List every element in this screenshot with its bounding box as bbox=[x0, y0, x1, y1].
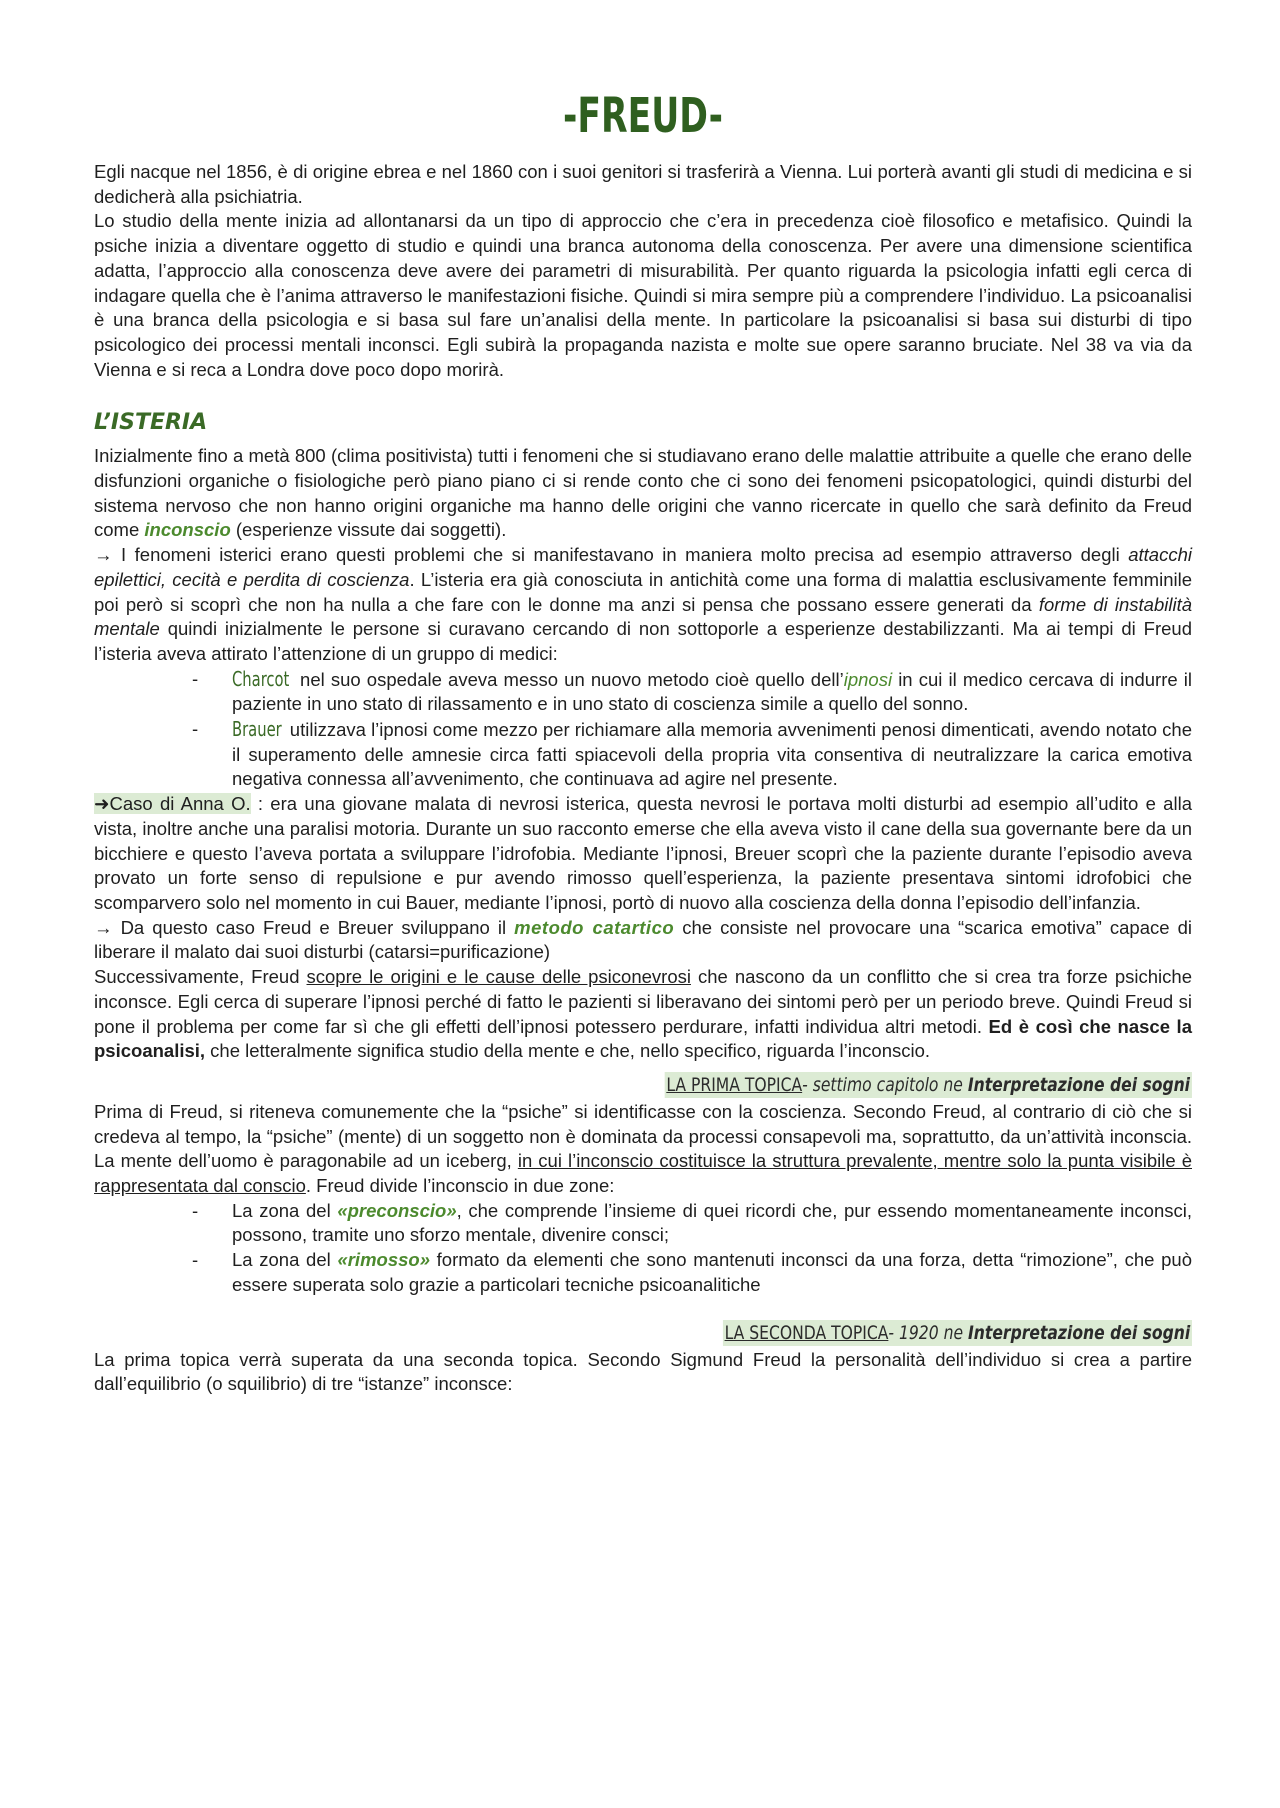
heading-seconda-topica: LA SECONDA TOPICA- 1920 ne Interpretazione dei sogni bbox=[724, 1321, 1191, 1344]
successivamente-paragraph: Successivamente, Freud scopre le origini e le cause delle psiconevrosi che nascono da un conflitto che si crea tra forze psichiche inconsce. Egli cerca di superare l’ipnosi perché di fatto le pazienti si liberavano dei sintomi però per un periodo breve. Quindi Freud si pone il problema per come far sì che gli effetti dell’ipnosi potessero perdurare, infatti individua altri metodi. Ed è così che nasce la psicoanalisi, che letteralmente significa studio della mente e che, nello specifico, riguarda l’inconscio. bbox=[94, 966, 1192, 1062]
isteria-paragraph-1: Inizialmente fino a metà 800 (clima positivista) tutti i fenomeni che si studiavano erano delle malattie attribuite a quelle che erano delle disfunzioni organiche o fisiologiche però piano piano ci si rende conto che ci sono dei fenomeni psicopatologici, quindi disturbi del sistema nervoso che non hanno origini organiche ma hanno delle origini che vanno ricercate in quello che sarà definito da Freud come inconscio (esperienze vissute dai soggetti). bbox=[94, 445, 1192, 541]
anna-o-paragraph: ➜Caso di Anna O. : era una giovane malata di nevrosi isterica, questa nevrosi le portava molti disturbi ad esempio all’udito e alla vista, inoltre anche una paralisi motoria. Durante un suo racconto emerse che ella aveva visto il cane della sua governante bere da un bicchiere e questo l’aveva portata a sviluppare l’idrofobia. Mediante l’ipnosi, Breuer scoprì che la paziente durante l’episodio aveva provato un forte senso di repulsione e pur avendo rimosso quell’esperienza, la paziente presentava sintomi idrofobici che scomparvero solo nel momento in cui Bauer, mediante l’ipnosi, portò di nuovo alla coscienza della donna l’episodio dell’infanzia. bbox=[94, 793, 1192, 913]
term-preconscio: «preconscio» bbox=[337, 1199, 457, 1221]
seconda-topica-paragraph: La prima topica verrà superata da una seconda topica. Secondo Sigmund Freud la personalità dell’individuo si crea a partire dall’equilibrio (o squilibrio) di tre “istanze” inconsce: bbox=[94, 1348, 1192, 1395]
document-page bbox=[94, 86, 1192, 1397]
anna-o-label: ➜Caso di Anna O. bbox=[94, 793, 251, 815]
heading-isteria: L’ISTERIA bbox=[94, 410, 208, 436]
isteria-paragraph-2: → I fenomeni isterici erano questi problemi che si manifestavano in maniera molto precisa ad esempio attraverso degli attacchi epilettici, cecità e perdita di coscienza. L’isteria era già conosciuta in antichità come una forma di malattia esclusivamente femminile poi però si scoprì che non ha nulla a che fare con le donne ma anzi si pensa che possano essere generati da forme di instabilità mentale quindi inizialmente le persone si curavano cercando di non sottoporle a esperienze destabilizzanti. Ma ai tempi di Freud l’isteria aveva attirato l’attenzione di un gruppo di medici: bbox=[94, 544, 1193, 664]
term-rimosso: «rimosso» bbox=[337, 1249, 430, 1271]
zone-list bbox=[94, 1199, 1192, 1298]
prima-topica-paragraph: Prima di Freud, si riteneva comunemente che la “psiche” si identificasse con la coscienza. Secondo Freud, al contrario di ciò che si credeva al tempo, la “psiche” (mente) di un soggetto non è dominata da processi consapevoli ma, soprattutto, da un’attività inconscia. La mente dell’uomo è paragonabile ad un iceberg, in cui l’inconscio costituisce la struttura prevalente, mentre solo la punta visibile è rappresentata dal conscio. Freud divide l’inconscio in due zone: bbox=[94, 1100, 1192, 1197]
metodo-catartico-paragraph: → Da questo caso Freud e Breuer sviluppano il metodo catartico che consiste nel provocare una “scarica emotiva” capace di liberare il malato dai suoi disturbi (catarsi=purificazione) bbox=[94, 916, 1192, 963]
name-charcot: Charcot bbox=[232, 666, 290, 691]
medici-list bbox=[94, 667, 1192, 793]
list-item-preconscio: - La zona del «preconscio», che comprende l’insieme di quei ricordi che, pur essendo momentaneamente inconsci, possono, tramite uno sforzo mentale, divenire consci; bbox=[232, 1199, 1192, 1248]
term-inconscio: inconscio bbox=[144, 519, 231, 541]
name-breuer: Brauer bbox=[232, 717, 282, 742]
term-ipnosi: ipnosi bbox=[843, 668, 893, 690]
heading-prima-topica: LA PRIMA TOPICA- settimo capitolo ne Interpretazione dei sogni bbox=[666, 1073, 1191, 1096]
list-item-rimosso: - La zona del «rimosso» formato da elementi che sono mantenuti inconsci da una forza, detta “rimozione”, che può essere superata solo grazie a particolari tecniche psicoanalitiche bbox=[232, 1248, 1192, 1297]
list-item-breuer: - Brauer utilizzava l’ipnosi come mezzo per richiamare alla memoria avvenimenti penosi dimenticati, avendo notato che il superamento delle amnesie circa fatti spiacevoli della propria vita consentiva di neutralizzare la carica emotiva negativa connessa all’avvenimento, che continuava ad agire nel presente. bbox=[232, 717, 1192, 792]
intro-paragraph: Egli nacque nel 1856, è di origine ebrea e nel 1860 con i suoi genitori si trasferirà a Vienna. Lui porterà avanti gli studi di medicina e si dedicherà alla psichiatria. Lo studio della mente inizia ad allontanarsi da un tipo di approccio che c’era in precedenza cioè filosofico e metafisico. Quindi la psiche inizia a diventare oggetto di studio e quindi una branca autonoma della conoscenza. Per avere una dimensione scientifica adatta, l’approccio alla conoscenza deve avere dei parametri di misurabilità. Per quanto riguarda la psicologia infatti egli cerca di indagare quella che è l’anima attraverso le manifestazioni fisiche. Quindi si mira sempre più a comprendere l’individuo. La psicoanalisi è una branca della psicologia e si basa sul fare un’analisi della mente. In particolare la psicoanalisi si basa sui disturbi di tipo psicologico dei processi mentali inconsci. Egli subirà la propaganda nazista e molte sue opere saranno bruciate. Nel 38 va via da Vienna e si reca a Londra dove poco dopo morirà. bbox=[94, 161, 1192, 380]
page-title: -FREUD- bbox=[563, 88, 723, 144]
term-metodo-catartico: metodo catartico bbox=[514, 916, 675, 938]
list-item-charcot: - Charcot nel suo ospedale aveva messo un nuovo metodo cioè quello dell’ipnosi in cui il medico cercava di indurre il paziente in uno stato di rilassamento e in uno stato di coscienza simile a quello del sonno. bbox=[232, 667, 1192, 717]
